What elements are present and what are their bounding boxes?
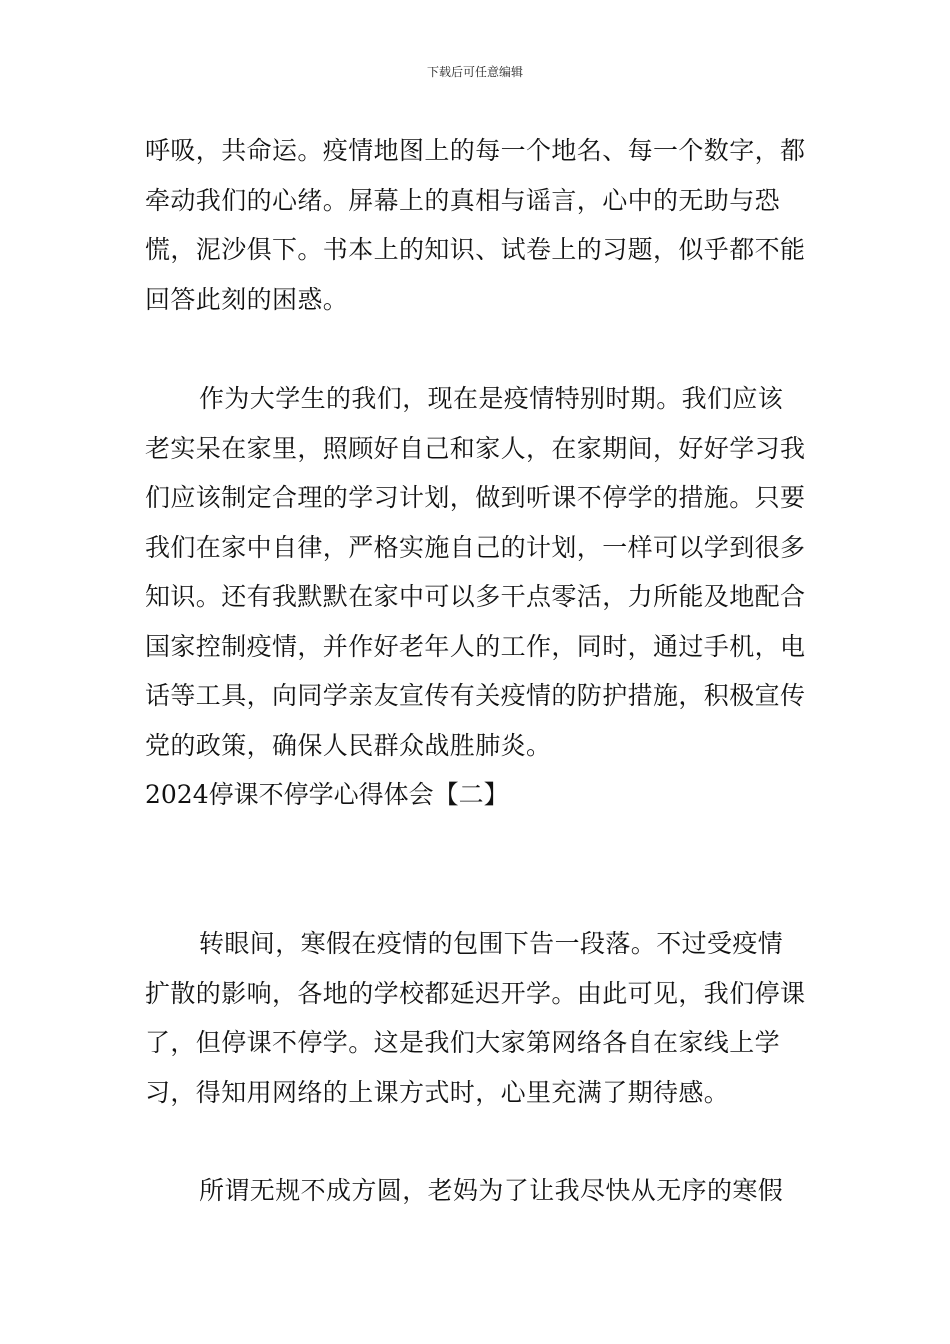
paragraph-1: 呼吸，共命运。疫情地图上的每一个地名、每一个数字，都牵动我们的心绪。屏幕上的真相与谣言，心中的无助与恐慌，泥沙俱下。书本上的知识、试卷上的习题，似乎都不能回答此刻的困惑。: [145, 136, 806, 314]
paragraph-4: 所谓无规不成方圆，老妈为了让我尽快从无序的寒假: [199, 1176, 784, 1205]
paragraph-2: 作为大学生的我们，现在是疫情特别时期。我们应该老实呆在家里，照顾好自己和家人，在家期间，好好学习我们应该制定合理的学习计划，做到听课不停学的措施。只要我们在家中自律，严格实施自己的计划，一样可以学到很多知识。还有我默默在家中可以多干点零活，力所能及地配合国家控制疫情，并作好老年人的工作，同时，通过手机，电话等工具，向同学亲友宣传有关疫情的防护措施，积极宣传党的政策，确保人民群众战胜肺炎。: [145, 384, 806, 760]
section-heading: 2024停课不停学心得体会【二】: [145, 780, 509, 809]
page-header-note: 下载后可任意编辑: [426, 65, 523, 79]
paragraph-3: 转眼间，寒假在疫情的包围下告一段落。不过受疫情扩散的影响，各地的学校都延迟开学。由此可见，我们停课了，但停课不停学。这是我们大家第网络各自在家线上学习，得知用网络的上课方式时，心里充满了期待感。: [145, 929, 806, 1107]
